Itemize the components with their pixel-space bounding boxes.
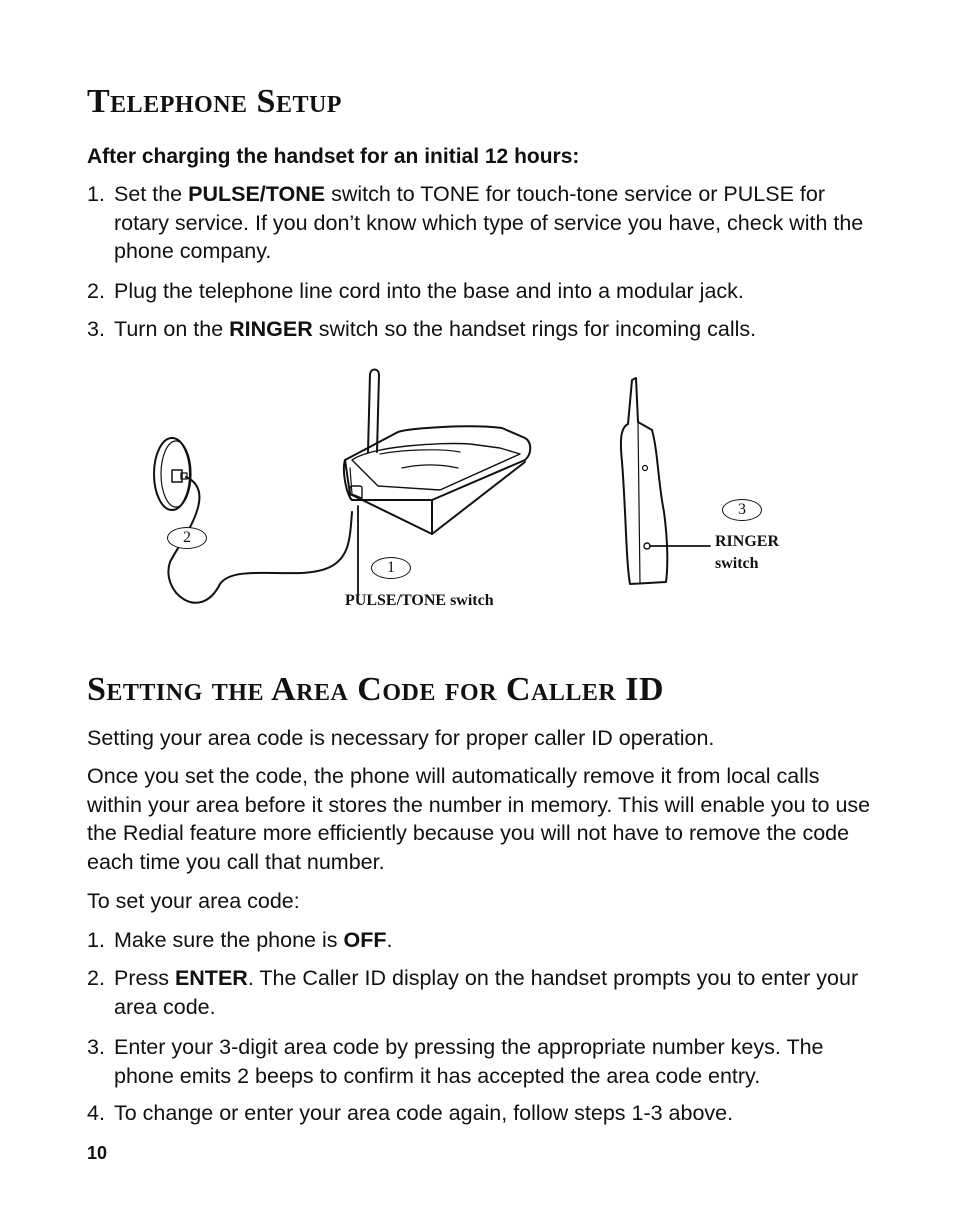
ringer-keyword: RINGER [229,317,313,341]
base-antenna [368,370,379,453]
page-number: 10 [87,1143,108,1163]
step-text: To change or enter your area code again, follow steps 1-3 above. [114,1101,734,1125]
step-text: Turn on the RINGER switch so the handset rings for incoming calls. [114,317,757,341]
pulse-tone-switch-label: PULSE/TONE switch [345,592,494,609]
ringer-label-line1: RINGER [715,533,780,550]
setup-step-3 [87,315,877,344]
section-title-telephone-setup: Telephone Setup [87,83,342,120]
step-number: 1. [87,182,105,206]
wall-jack-icon [154,438,191,510]
step-number: 3. [87,317,105,341]
step-number: 2. [87,279,105,303]
setup-step-1 [87,180,877,266]
callout-2: 2 [167,527,207,549]
setup-subheading: After charging the handset for an initial 12 hours: [87,145,580,168]
step-number: 4. [87,1101,105,1125]
step-text: Plug the telephone line cord into the base and into a modular jack. [114,279,744,303]
section-title-area-code: Setting the Area Code for Caller ID [87,671,665,708]
off-keyword: OFF [343,928,387,952]
step-text: Make sure the phone is OFF. [114,928,393,952]
step-number: 3. [87,1035,105,1059]
step-number: 2. [87,966,105,990]
step-text: Enter your 3-digit area code by pressing the appropriate number keys. The phone emits 2 beeps to confirm it has accepted the area code entry. [114,1035,824,1088]
phone-base-and-handset-drawing [140,362,820,622]
area-code-intro: Setting your area code is necessary for proper caller ID operation. [87,726,715,750]
handset-icon [621,378,667,584]
area-code-instruction-lead: To set your area code: [87,889,300,913]
pulse-tone-keyword: PULSE/TONE [188,182,326,206]
step-number: 1. [87,928,105,952]
setup-step-2 [87,277,877,306]
setup-illustration [140,362,820,622]
area-code-step-2 [87,964,877,1021]
step-text: Press ENTER. The Caller ID display on the handset prompts you to enter your area code. [114,966,859,1019]
area-code-step-3 [87,1033,877,1090]
callout-3: 3 [722,499,762,521]
area-code-step-4 [87,1099,877,1128]
callout-1: 1 [371,557,411,579]
base-unit-icon [344,426,530,534]
enter-keyword: ENTER [174,966,248,990]
area-code-step-1 [87,926,877,955]
step-text: Set the PULSE/TONE switch to TONE for touch-tone service or PULSE for rotary service. If you don’t know which type of service you have, check with the phone company. [114,182,864,263]
area-code-explanation: Once you set the code, the phone will automatically remove it from local calls within your area before it stores the number in memory. This will enable you to use the Redial feature more efficiently because you will not have to remove the code each time you call that number. [87,764,871,874]
ringer-label-line2: switch [715,555,759,572]
